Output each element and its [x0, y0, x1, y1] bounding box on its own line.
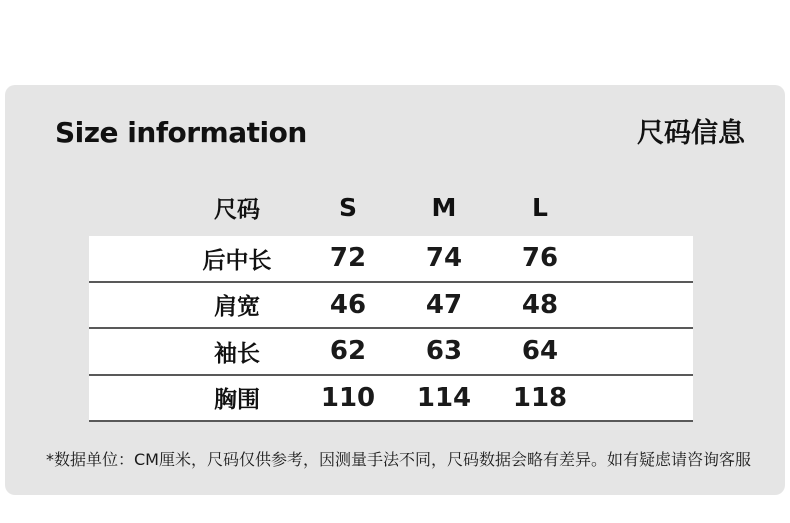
row-label: 后中长: [202, 247, 272, 274]
section-header: [5, 111, 785, 150]
section-title-en: Size information: [55, 116, 307, 149]
section-title-zh: 尺码信息: [637, 118, 745, 149]
cell-value: 46: [329, 289, 367, 320]
column-header-size: 尺码: [214, 196, 260, 223]
size-table-header-row: [89, 191, 693, 223]
row-label: 胸围: [214, 387, 260, 414]
column-header-s: S: [338, 192, 357, 222]
row-label: 袖长: [214, 340, 260, 367]
cell-value: 64: [521, 336, 559, 367]
measurement-disclaimer-note: *数据单位：CM厘米，尺码仅供参考，因测量手法不同，尺码数据会略有差异。如有疑虑请咨询客服: [46, 450, 751, 469]
cell-value: 48: [521, 289, 559, 320]
row-label: 肩宽: [214, 294, 260, 321]
size-table-body: [89, 236, 693, 422]
cell-value: 76: [521, 243, 559, 274]
cell-value: 114: [416, 382, 472, 413]
cell-value: 62: [329, 336, 367, 367]
cell-value: 63: [425, 336, 463, 367]
table-row-shoulder-width: [89, 283, 693, 330]
cell-value: 118: [512, 382, 568, 413]
table-row-bust: [89, 376, 693, 423]
cell-value: 47: [425, 289, 463, 320]
column-header-m: M: [431, 192, 457, 222]
cell-value: 110: [320, 382, 376, 413]
cell-value: 74: [425, 243, 463, 274]
table-row-back-center-length: [89, 236, 693, 283]
table-row-sleeve-length: [89, 329, 693, 376]
size-info-panel: [5, 85, 785, 495]
column-header-l: L: [532, 192, 548, 222]
cell-value: 72: [329, 243, 367, 274]
